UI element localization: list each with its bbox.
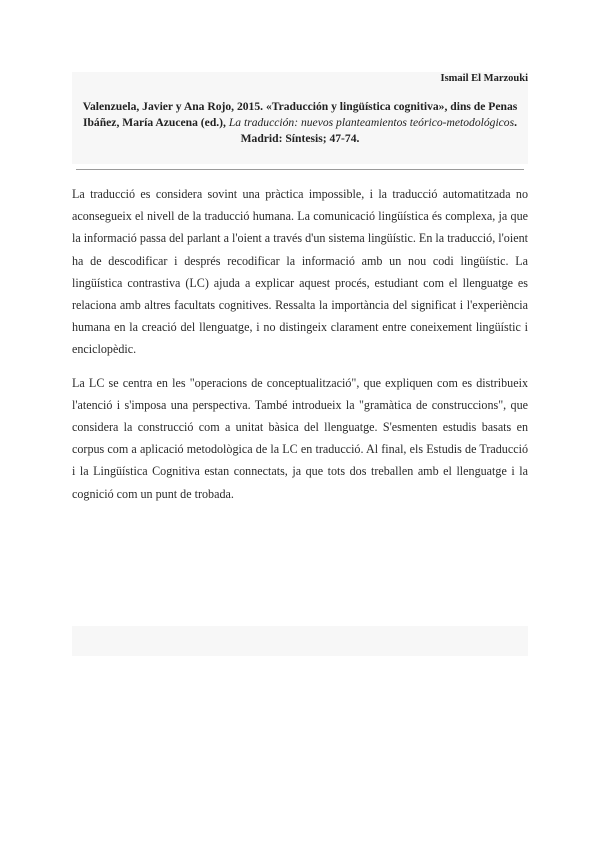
citation-main: Valenzuela, Javier y Ana Rojo, 2015. «Traducción y lingüística cognitiva», dins de Penas Ibáñez, María Azucena (ed.),: [82, 100, 518, 129]
horizontal-divider: [76, 169, 524, 170]
footer-box: [72, 626, 528, 656]
summary-text: [72, 183, 528, 516]
paragraph-2: La LC se centra en les "operacions de conceptualització", que expliquen com es distribueix l'atenció i s'imposa una perspectiva. També introdueix la "gramàtica de construccions", que considera la construcció com a unitat bàsica del llenguatge. S'esmenten estudis basats en corpus com a aplicació metodològica de la LC en traducció. Al final, els Estudis de Traducció i la Lingüística Cognitiva estan connectats, ja que tots dos treballen amb el llenguatge i la cognició com un punt de trobada.: [72, 375, 528, 501]
paragraph-1: La traducció es considera sovint una pràctica impossible, i la traducció automatitzada no aconsegueix el nivell de la traducció humana. La comunicació lingüística és complexa, ja que la informació passa del parlant a l'oient a través d'un sistema lingüístic. En la traducció, l'oient ha de descodificar i després recodificar la informació amb un nou codi lingüístic. La lingüística contrastiva (LC) ajuda a explicar aquest procés, estudiant com el llenguatge es relaciona amb altres facultats cognitives. Ressalta la importància del significat i l'experiència humana en la creació del llenguatge, i no distingeix clarament entre coneixement lingüístic i enciclopèdic.: [72, 187, 528, 357]
citation-publisher: . Madrid: Síntesis; 47-74.: [240, 116, 518, 145]
bibliographic-citation: [72, 99, 528, 147]
citation-book-title: La traducción: nuevos planteamientos teórico-metodológicos: [228, 116, 515, 129]
author-name: Ismail El Marzouki: [440, 73, 528, 84]
